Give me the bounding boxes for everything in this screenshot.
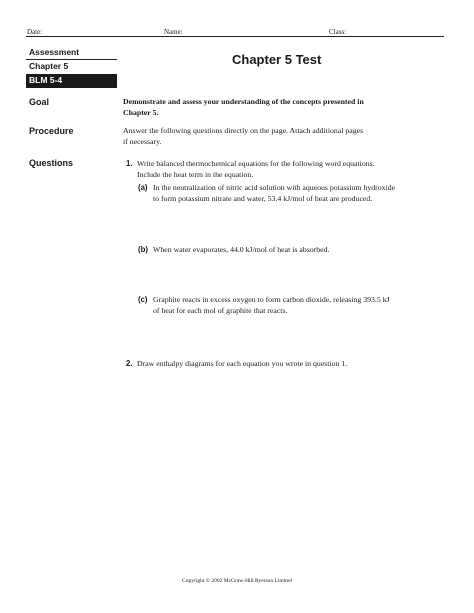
question-1c-letter: (c) xyxy=(138,295,148,304)
question-1c-text: Graphite reacts in excess oxygen to form carbon dioxide, releasing 393.5 kJ of heat for each mol of graphite that reacts. xyxy=(153,295,390,315)
question-1b-letter: (b) xyxy=(138,245,148,254)
tab-divider xyxy=(26,59,117,60)
question-1b-text: When water evaporates, 44.0 kJ/mol of heat is absorbed. xyxy=(153,245,330,254)
question-1-text: Write balanced thermochemical equations for the following word equations. Include the heat term in the equation. xyxy=(137,159,375,179)
name-label: Name: xyxy=(164,28,183,36)
question-1-number: 1. xyxy=(126,159,133,168)
procedure-text: Answer the following questions directly on the page. Attach additional pages if necessary. xyxy=(123,126,364,146)
chapter-label: Chapter 5 xyxy=(29,61,69,71)
blm-badge xyxy=(26,74,117,88)
question-1a-text: In the neutralization of nitric acid solution with aqueous potassium hydroxide to form potassium nitrate and water, 53.4 kJ/mol of heat are produced. xyxy=(153,183,396,203)
question-2-text: Draw enthalpy diagrams for each equation you wrote in question 1. xyxy=(137,359,348,368)
assessment-label: Assessment xyxy=(29,47,80,57)
blm-label: BLM 5-4 xyxy=(29,75,63,85)
goal-text: Demonstrate and assess your understanding of the concepts presented in Chapter 5. xyxy=(123,97,364,117)
goal-label: Goal xyxy=(29,97,50,107)
question-1a-letter: (a) xyxy=(138,183,148,192)
date-label: Date: xyxy=(27,28,43,36)
procedure-label: Procedure xyxy=(29,126,74,136)
copyright-footer: Copyright © 2002 McGraw-Hill Ryerson Limited xyxy=(182,578,292,584)
header-rule xyxy=(26,36,444,37)
questions-label: Questions xyxy=(29,158,74,168)
class-label: Class: xyxy=(329,28,347,36)
page-title: Chapter 5 Test xyxy=(232,52,322,67)
question-2-number: 2. xyxy=(126,359,133,368)
